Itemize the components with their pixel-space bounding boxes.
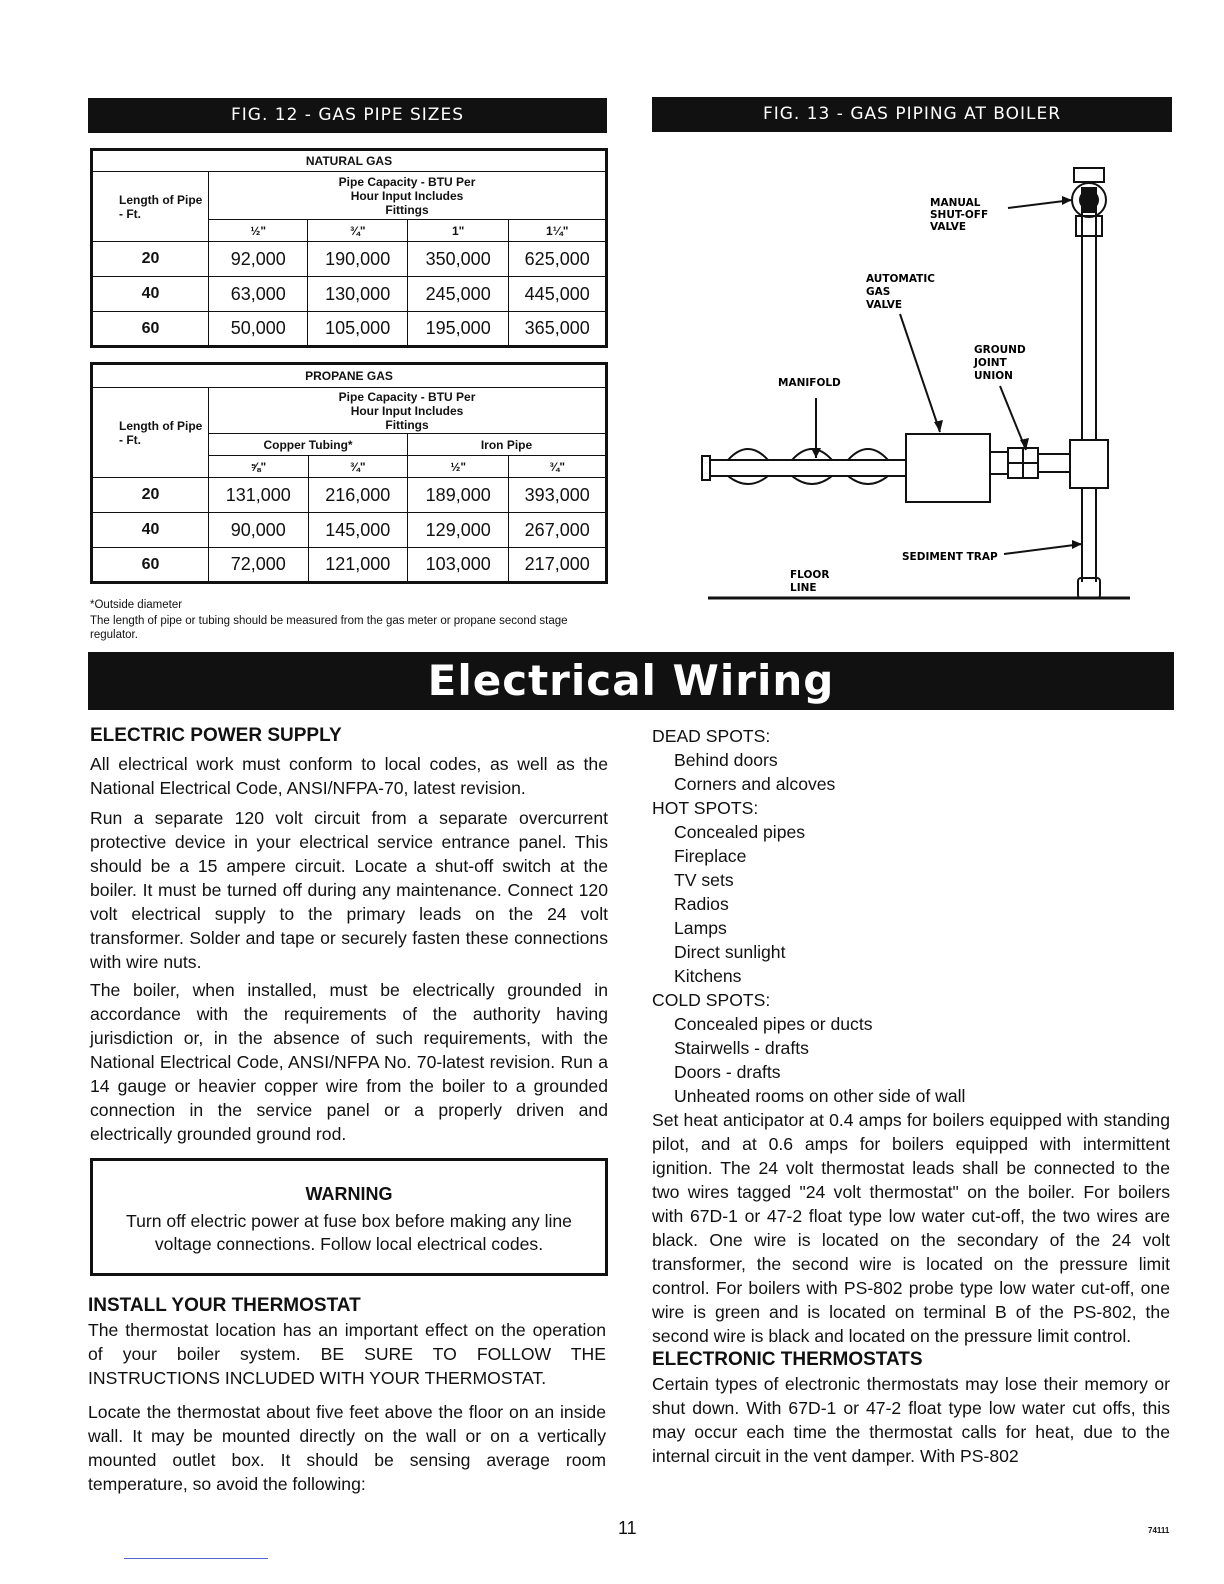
list-item: Corners and alcoves <box>674 774 836 794</box>
copper-tubing-label: Copper Tubing* <box>209 434 408 456</box>
list-item: Unheated rooms on other side of wall <box>674 1086 966 1106</box>
length-cell: 60 <box>92 312 209 347</box>
table-cell: 245,000 <box>407 277 508 312</box>
propane-gas-title: PROPANE GAS <box>92 364 607 388</box>
bottom-rule <box>124 1558 268 1559</box>
list-item: Lamps <box>674 918 727 938</box>
table-cell: 216,000 <box>308 478 407 513</box>
list-item: Radios <box>674 894 729 914</box>
size-header: ½" <box>209 220 308 242</box>
table-cell: 92,000 <box>209 242 308 277</box>
size-header: ¾" <box>308 456 407 478</box>
label-valve-2: VALVE <box>866 299 903 311</box>
length-cell: 60 <box>92 548 209 583</box>
natural-length-label: Length of Pipe - Ft. <box>92 172 209 242</box>
table-cell: 393,000 <box>509 478 607 513</box>
list-item: TV sets <box>674 870 734 890</box>
table-cell: 130,000 <box>308 277 408 312</box>
length-cell: 20 <box>92 478 209 513</box>
table-row <box>92 242 607 277</box>
label-ground: GROUND <box>974 344 1026 356</box>
label-manual: MANUAL <box>930 197 981 209</box>
table-cell: 131,000 <box>209 478 308 513</box>
dead-spots-heading: DEAD SPOTS: <box>652 726 771 746</box>
size-header: ¾" <box>308 220 408 242</box>
natural-capacity-label: Pipe Capacity - BTU Per Hour Input Includes Fittings <box>209 172 607 220</box>
label-valve: VALVE <box>930 221 967 233</box>
table-row <box>92 548 607 583</box>
table-cell: 350,000 <box>407 242 508 277</box>
warning-box <box>90 1158 608 1276</box>
propane-length-label: Length of Pipe - Ft. <box>92 388 209 478</box>
list-item: Fireplace <box>674 846 747 866</box>
label-line: LINE <box>790 582 817 594</box>
warning-title: WARNING <box>305 1184 393 1204</box>
table-cell: 50,000 <box>209 312 308 347</box>
table-cell: 129,000 <box>408 513 509 548</box>
valve-cap <box>1074 168 1104 182</box>
label-automatic: AUTOMATIC <box>866 273 935 285</box>
section-title: Electrical Wiring <box>88 652 1174 710</box>
table-cell: 105,000 <box>308 312 408 347</box>
automatic-gas-valve-body <box>906 434 990 502</box>
label-shut-off: SHUT-OFF <box>930 209 989 221</box>
table-cell: 625,000 <box>509 242 607 277</box>
left-column-thermostat <box>88 1294 606 1496</box>
fig12-title: FIG. 12 - GAS PIPE SIZES <box>88 98 607 133</box>
table-cell: 445,000 <box>509 277 607 312</box>
thermostat-paragraph-2: Locate the thermostat about five feet above the floor on an inside wall. It may be mounted directly on the wall or on a vertically mounted outlet box. It should be sensing average room temperature, so avoid the following: <box>88 1402 606 1494</box>
list-item: Concealed pipes <box>674 822 806 842</box>
table-cell: 189,000 <box>408 478 509 513</box>
warning-text: Turn off electric power at fuse box before making any line voltage connections. Follow local electrical codes. <box>126 1211 572 1254</box>
table-cell: 103,000 <box>408 548 509 583</box>
list-item: Doors - drafts <box>674 1062 781 1082</box>
right-column <box>652 724 1170 1468</box>
pipe-tee <box>1070 440 1108 488</box>
footnote-outside-diameter: *Outside diameter <box>90 599 183 611</box>
power-heading: ELECTRIC POWER SUPPLY <box>90 725 342 746</box>
power-paragraph-2: Run a separate 120 volt circuit from a separate overcurrent protective device in your electrical service entrance panel. This should be a 15 ampere circuit. Locate a shut-off switch at the boiler. It must be turned off during any maintenance. Connect 120 volt electrical supply to the primary leads on the 24 volt transformer. Solder and tape or securely fasten these connections with wire nuts. <box>90 808 608 972</box>
footnote-length: The length of pipe or tubing should be measured from the gas meter or propane second stage regulator. <box>90 615 568 641</box>
label-sediment-trap: SEDIMENT TRAP <box>902 551 998 563</box>
label-joint: JOINT <box>974 357 1007 369</box>
table-cell: 121,000 <box>308 548 407 583</box>
hot-spots-heading: HOT SPOTS: <box>652 798 759 818</box>
list-item: Direct sunlight <box>674 942 786 962</box>
gas-piping-diagram <box>690 150 1140 610</box>
thermostat-paragraph-1: The thermostat location has an important effect on the operation of your boiler system. BE SURE TO FOLLOW THE INSTRUCTIONS INCLUDED WITH YOUR THERMOSTAT. <box>88 1320 606 1388</box>
table-row <box>92 478 607 513</box>
document-code: 74111 <box>1148 1526 1170 1535</box>
table-cell: 190,000 <box>308 242 408 277</box>
table-row <box>92 277 607 312</box>
list-item: Stairwells - drafts <box>674 1038 809 1058</box>
label-floor: FLOOR <box>790 569 830 581</box>
thermostat-heading: INSTALL YOUR THERMOSTAT <box>88 1295 361 1316</box>
electronic-thermostats-heading: ELECTRONIC THERMOSTATS <box>652 1349 923 1370</box>
length-cell: 40 <box>92 513 209 548</box>
propane-gas-table <box>90 362 608 584</box>
length-cell: 40 <box>92 277 209 312</box>
table-cell: 365,000 <box>509 312 607 347</box>
table-cell: 267,000 <box>509 513 607 548</box>
table-row <box>92 513 607 548</box>
fig13-title: FIG. 13 - GAS PIPING AT BOILER <box>652 97 1172 132</box>
length-cell: 20 <box>92 242 209 277</box>
label-union: UNION <box>974 370 1013 382</box>
table-cell: 72,000 <box>209 548 308 583</box>
label-manifold: MANIFOLD <box>778 377 841 389</box>
table-cell: 63,000 <box>209 277 308 312</box>
size-header: ½" <box>408 456 509 478</box>
table-cell: 145,000 <box>308 513 407 548</box>
size-header: 1¼" <box>509 220 607 242</box>
size-header: ¾" <box>509 456 607 478</box>
table-cell: 217,000 <box>509 548 607 583</box>
size-header: 1" <box>407 220 508 242</box>
list-item: Behind doors <box>674 750 778 770</box>
anticipator-paragraph: Set heat anticipator at 0.4 amps for boilers equipped with standing pilot, and at 0.6 amps for boilers equipped with intermittent ignition. The 24 volt thermostat leads shall be connected to the two wires tagged "24 volt thermostat" on the boiler. For boilers with 67D-1 or 47-2 float type low water cut-off, the two wires are black. One wire is located on the secondary of the 24 volt transformer, the second wire is located on the pressure limit control. For boilers with PS-802 probe type low water cut-off, one wire is green and is located on terminal B of the PS-802, the second wire is black and located on the pressure limit control. <box>652 1110 1170 1346</box>
power-paragraph-1: All electrical work must conform to local codes, as well as the National Electrical Code, ANSI/NFPA-70, latest revision. <box>90 754 608 798</box>
natural-gas-title: NATURAL GAS <box>92 150 607 172</box>
list-item: Concealed pipes or ducts <box>674 1014 873 1034</box>
table-row <box>92 312 607 347</box>
power-paragraph-3: The boiler, when installed, must be electrically grounded in accordance with the requirements of the authority having jurisdiction or, in the absence of such requirements, with the National Electrical Code, ANSI/NFPA No. 70-latest revision. Run a 14 gauge or heavier copper wire from the boiler to a grounded connection in the service panel or a properly driven and electrically grounded ground rod. <box>90 980 608 1144</box>
left-column <box>90 724 608 1146</box>
cold-spots-heading: COLD SPOTS: <box>652 990 771 1010</box>
table-cell: 195,000 <box>407 312 508 347</box>
size-header: ⅝" <box>209 456 308 478</box>
iron-pipe-label: Iron Pipe <box>408 434 607 456</box>
propane-capacity-label: Pipe Capacity - BTU Per Hour Input Includes Fittings <box>209 388 607 434</box>
label-gas: GAS <box>866 286 891 298</box>
natural-gas-table <box>90 148 608 348</box>
list-item: Kitchens <box>674 966 742 986</box>
table-cell: 90,000 <box>209 513 308 548</box>
electronic-paragraph: Certain types of electronic thermostats may lose their memory or shut down. With 67D-1 or 47-2 float type low water cut offs, this may occur each time the thermostat calls for heat, due to the internal circuit in the vent damper. With PS-802 <box>652 1374 1170 1466</box>
page-number: 11 <box>618 1518 637 1538</box>
